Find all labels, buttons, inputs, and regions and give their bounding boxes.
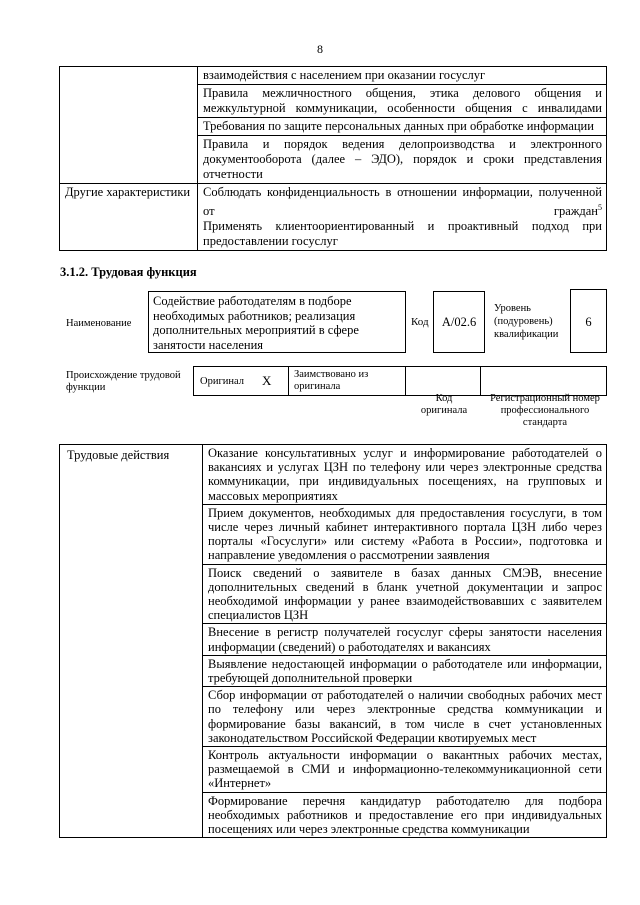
original-code-cell	[405, 366, 481, 396]
level-value: 6	[585, 315, 592, 329]
table-cell-empty	[60, 67, 198, 184]
code-value: А/02.6	[441, 315, 477, 329]
code-label: Код	[411, 316, 429, 328]
labor-action: Внесение в регистр получателей госуслуг сферы занятости населения информации (сведений) о работодателях и вакансиях	[203, 624, 607, 655]
labor-action: Поиск сведений о заявителе в базах данных СМЭВ, внесение дополнительных сведений в бланк учетной документации и запрос необходимой информации у ранее взаимодействовавших с заявителем специалистов ЦЗН	[203, 564, 607, 624]
table-row	[60, 445, 607, 505]
table-cell: взаимодействия с населением при оказании госуслуг	[198, 67, 607, 85]
level-label: Уровень (подуровень) квалификации	[494, 303, 559, 340]
other-characteristics-label: Другие характеристики	[60, 184, 198, 251]
original-label: Оригинал	[200, 376, 244, 387]
borrowed-cell	[288, 366, 406, 396]
other-item-text: Соблюдать конфиденциальность в отношении информации, полученной от граждан	[203, 185, 602, 219]
code-box	[433, 291, 485, 353]
origin-label: Происхождение трудовой функции	[66, 370, 181, 393]
function-name: Содействие работодателям в подборе необходимых работников; реализация дополнительных мероприятий в сфере занятости населения	[153, 294, 359, 352]
labor-action: Прием документов, необходимых для предоставления госуслуги, в том числе через личный кабинет интерактивного портала ЦЗН либо через порталы «Госуслуги» или систему «Работа в России», подготовка и направление уведомления о рассмотрении заявления	[203, 504, 607, 564]
table-cell: Правила и порядок ведения делопроизводства и электронного документооборота (далее – ЭДО), порядок и сроки представления отчетности	[198, 136, 607, 184]
section-title: 3.1.2. Трудовая функция	[60, 265, 197, 279]
function-name-box	[148, 291, 406, 353]
original-cell	[193, 366, 289, 396]
reg-number-cell	[480, 366, 607, 396]
other-item	[203, 185, 602, 219]
labor-actions-label: Трудовые действия	[60, 445, 203, 838]
footnote-mark: 5	[598, 203, 602, 212]
labor-action: Формирование перечня кандидатур работодателю для подбора необходимых работников и предоставление его при индивидуальных посещениях или через электронные средства коммуникации	[203, 792, 607, 838]
borrowed-label: Заимствовано из оригинала	[294, 369, 369, 392]
knowledge-table	[59, 66, 607, 251]
other-characteristics-value	[198, 184, 607, 251]
name-label: Наименование	[66, 318, 132, 329]
labor-action: Контроль актуальности информации о вакантных рабочих местах, размещаемой в СМИ и информационно-телекоммуникационной сети «Интернет»	[203, 747, 607, 793]
labor-actions-table	[59, 444, 607, 838]
labor-action: Оказание консультативных услуг и информирование работодателей о вакансиях и услугах ЦЗН по телефону или через электронные средства коммуникации, при индивидуальных посещениях, на групповых и массовых мероприятиях	[203, 445, 607, 505]
labor-action: Выявление недостающей информации о работодателе или информации, требующей дополнительной проверки	[203, 655, 607, 686]
table-row	[60, 67, 607, 85]
labor-action: Сбор информации от работодателей о наличии свободных рабочих мест по телефону или через электронные средства коммуникации и формирование базы вакансий, в том числе в счет установленных законодательством Российской Федерации квотируемых мест	[203, 687, 607, 747]
other-item: Применять клиентоориентированный и проактивный подход при предоставлении госуслуг	[203, 219, 602, 249]
original-mark: X	[262, 373, 272, 388]
level-box	[570, 289, 607, 353]
table-row	[60, 184, 607, 251]
page-number: 8	[317, 42, 323, 56]
reg-number-caption: Регистрационный номер профессионального стандарта	[490, 393, 600, 428]
table-cell: Правила межличностного общения, этика делового общения и межкультурной коммуникации, особенности общения с инвалидами	[198, 85, 607, 118]
table-cell: Требования по защите персональных данных при обработке информации	[198, 118, 607, 136]
original-code-caption: Код оригинала	[420, 393, 468, 416]
